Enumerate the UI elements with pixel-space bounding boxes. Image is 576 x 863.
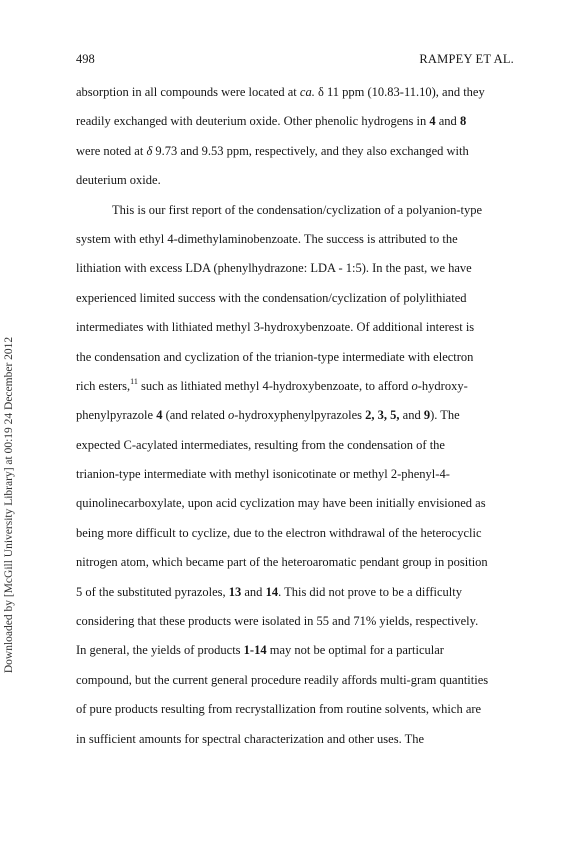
reference-superscript: 11 [130,376,138,386]
text-line: intermediates with lithiated methyl 3-hydroxybenzoate. Of additional interest is [76,320,475,335]
text-line: absorption in all compounds were located at ca. δ 11 ppm (10.83-11.10), and they [76,85,485,99]
text-line: quinolinecarboxylate, upon acid cyclization may have been initially envisioned as [76,496,486,511]
compound-ref: 9 [423,408,431,423]
text-line: rich esters,$^{11}$ such as lithiated methyl 4-hydroxybenzoate, to afford o-hydroxy- [76,376,468,393]
text-line: phenylpyrazole 4 (and related o-hydroxyphenylpyrazoles 2, 3, 5, and 9). The [76,408,460,423]
compound-ref: 13 [228,584,242,599]
watermark-text: Downloaded by [McGill University Library] at 00:19 24 December 2012 [3,336,15,674]
text-line: lithiation with excess LDA (phenylhydrazone: LDA - 1:5). In the past, we have [76,261,472,276]
text-line: system with ethyl 4-dimethylaminobenzoate. The success is attributed to the [76,231,458,246]
text-line: 5 of the substituted pyrazoles, 13 and 14. This did not prove to be a difficulty [76,584,462,599]
compound-ref: 8 [459,114,467,129]
text-line: In general, the yields of products 1-14 may not be optimal for a particular [76,643,444,658]
paragraph-1 [76,84,516,202]
text-line: the condensation and cyclization of the trianion-type intermediate with electron [76,349,474,364]
text-line: deuterium oxide. [76,173,161,188]
text-line: This is our first report of the condensation/cyclization of a polyanion-type [112,202,483,217]
text-line: in sufficient amounts for spectral characterization and other uses. The [76,731,425,746]
text-line: experienced limited success with the condensation/cyclization of polylithiated [76,290,467,305]
text-line: trianion-type intermediate with methyl isonicotinate or methyl 2-phenyl-4- [76,467,450,482]
text-line: being more difficult to cyclize, due to the electron withdrawal of the heterocyclic [76,525,482,540]
text-line: considering that these products were isolated in 55 and 71% yields, respectively. [76,614,479,629]
text-line: of pure products resulting from recrystallization from routine solvents, which are [76,702,482,717]
compound-ref: 2, 3, 5, [365,408,400,423]
article-body [76,84,516,760]
compound-ref: 4 [429,114,436,129]
text-line: were noted at δ 9.73 and 9.53 ppm, respectively, and they also exchanged with [76,143,469,158]
running-head: RAMPEY ET AL. [419,52,514,66]
paragraph-2 [76,202,516,760]
text-line: expected C-acylated intermediates, resulting from the condensation of the [76,437,445,452]
text-line: compound, but the current general procedure readily affords multi-gram quantities [76,672,489,687]
compound-ref: 14 [265,584,279,599]
text-line: readily exchanged with deuterium oxide. Other phenolic hydrogens in 4 and 8 [76,114,467,129]
compound-ref: 4 [156,408,163,423]
compound-ref: 1-14 [243,643,267,658]
page-number: 498 [76,52,95,66]
text-line: nitrogen atom, which became part of the heteroaromatic pendant group in position [76,555,488,570]
